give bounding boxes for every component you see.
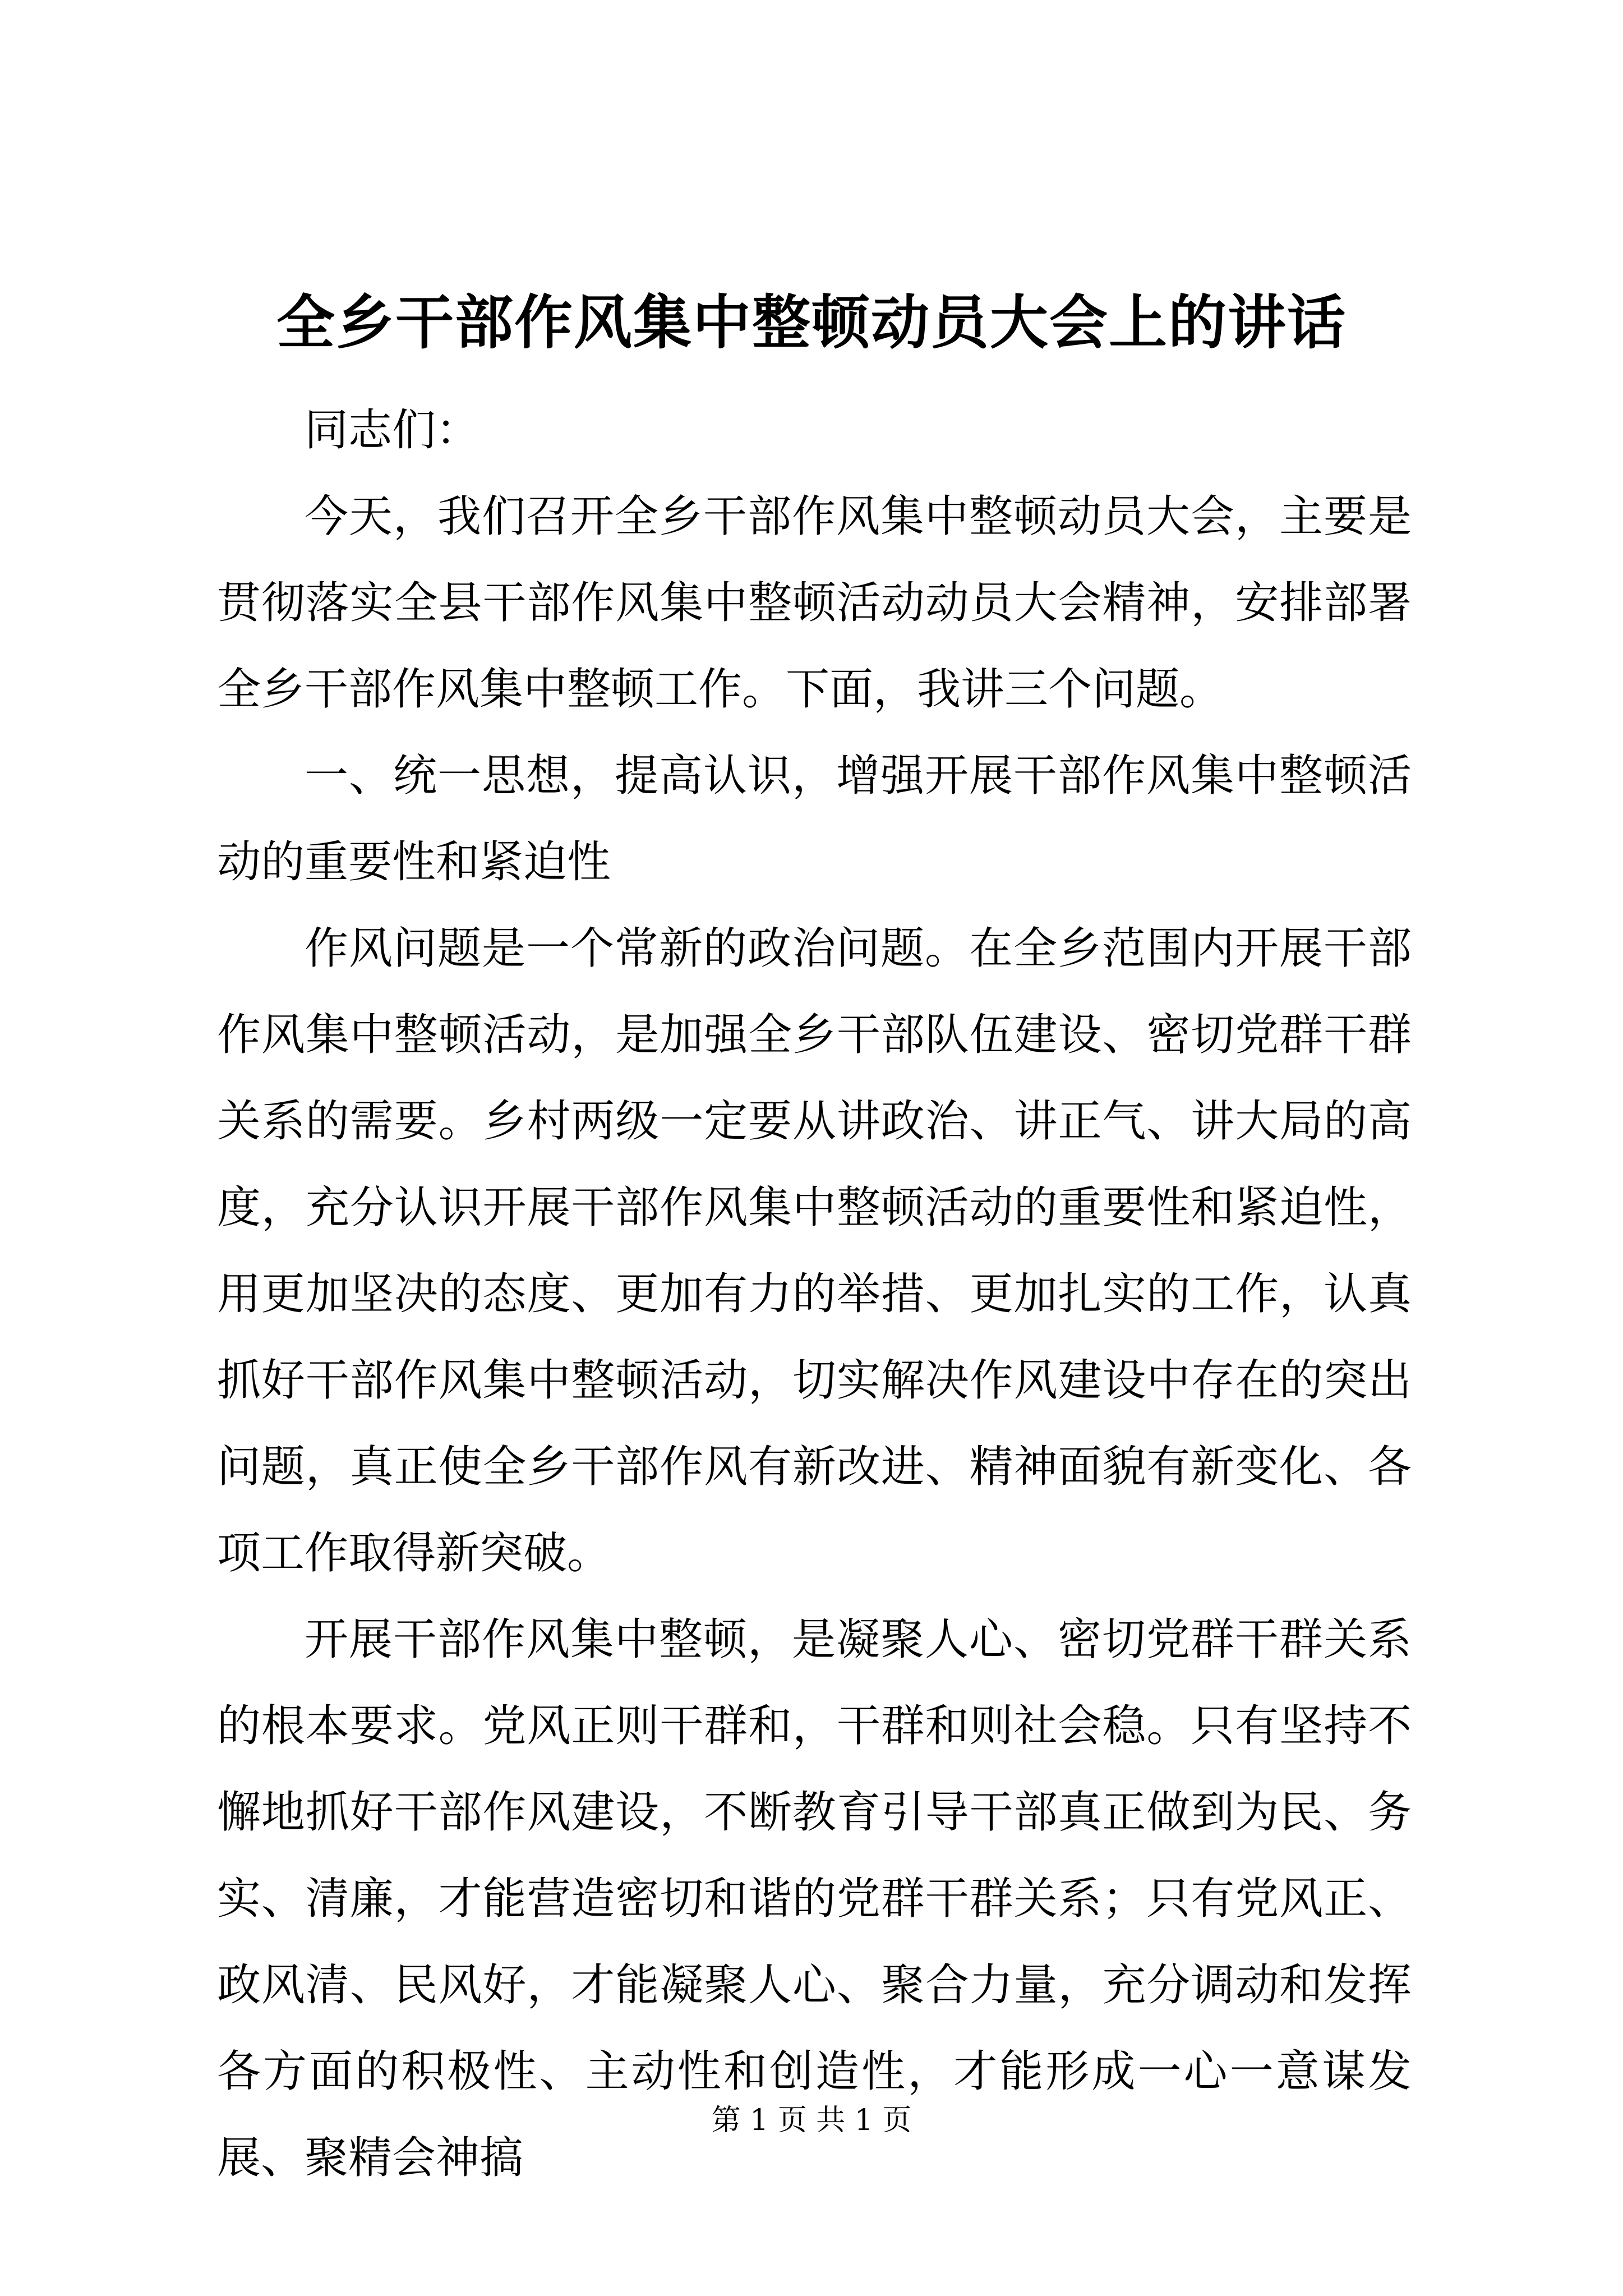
document-title: 全乡干部作风集中整顿动员大会上的讲话 [276, 288, 1347, 357]
body-paragraph: 开展干部作风集中整顿，是凝聚人心、密切党群干群关系的根本要求。党风正则干群和，干群和则社会稳。只有坚持不懈地抓好干部作风建设，不断教育引导干部真正做到为民、务实、清廉，才能营造密切和谐的党群干群关系；只有党风正、政风清、民风好，才能凝聚人心、聚合力量，充分调动和发挥各方面的积极性、主动性和创造性，才能形成一心一意谋发展、聚精会神搞 [217, 1614, 1412, 2183]
document-body [217, 387, 1412, 2201]
salutation-paragraph: 同志们： [305, 405, 480, 455]
section-heading-1: 一、统一思想，提高认识，增强开展干部作风集中整顿活动的重要性和紧迫性 [217, 751, 1412, 887]
page-footer: 第 1 页 共 1 页 [711, 2104, 912, 2137]
body-paragraph: 作风问题是一个常新的政治问题。在全乡范围内开展干部作风集中整顿活动，是加强全乡干部队伍建设、密切党群干群关系的需要。乡村两级一定要从讲政治、讲正气、讲大局的高度，充分认识开展干部作风集中整顿活动的重要性和紧迫性，用更加坚决的态度、更加有力的举措、更加扎实的工作，认真抓好干部作风集中整顿活动，切实解决作风建设中存在的突出问题，真正使全乡干部作风有新改进、精神面貌有新变化、各项工作取得新突破。 [217, 923, 1412, 1579]
intro-paragraph: 今天，我们召开全乡干部作风集中整顿动员大会，主要是贯彻落实全县干部作风集中整顿活动动员大会精神，安排部署全乡干部作风集中整顿工作。下面，我讲三个问题。 [217, 491, 1412, 715]
